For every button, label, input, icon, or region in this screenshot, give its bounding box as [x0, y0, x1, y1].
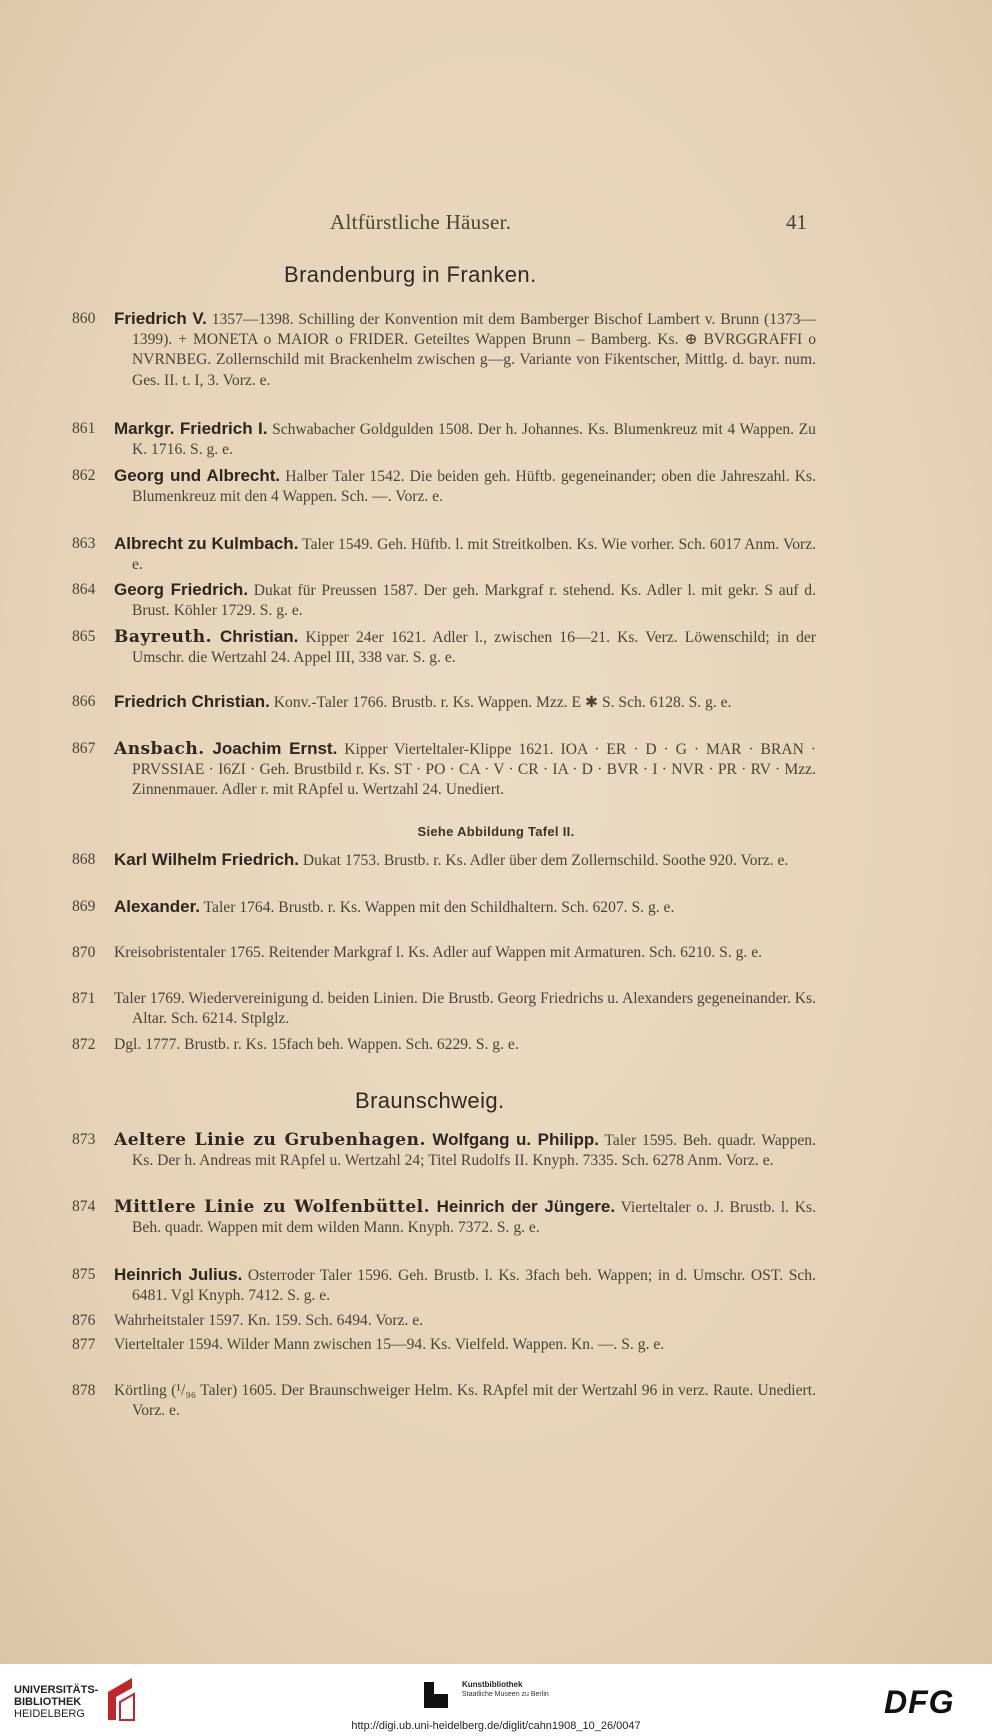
- catalog-entry: [72, 1035, 816, 1055]
- entry-number: 875: [72, 1266, 96, 1283]
- catalog-entry: [72, 1265, 816, 1306]
- entry-name: Karl Wilhelm Friedrich.: [114, 850, 299, 869]
- entry-number: 873: [72, 1131, 96, 1148]
- catalog-entry: [72, 943, 816, 963]
- catalog-entry: [72, 1381, 816, 1421]
- catalog-entry: [72, 850, 816, 871]
- entry-number: 860: [72, 310, 96, 327]
- catalog-entry: [72, 1197, 816, 1238]
- catalog-entry: [72, 692, 816, 713]
- entry-number: 866: [72, 693, 96, 710]
- kunstbibliothek-logo[interactable]: [424, 1678, 624, 1718]
- catalog-entry: [72, 739, 816, 801]
- entry-number: 874: [72, 1198, 96, 1215]
- catalog-entry: [72, 1130, 816, 1171]
- catalog-entry: [72, 580, 816, 621]
- entry-name: Bayreuth.: [114, 627, 213, 647]
- entry-number: 870: [72, 944, 96, 961]
- entry-name: Aeltere Linie zu Grubenhagen.: [114, 1130, 426, 1150]
- entry-ruler: Heinrich der Jüngere.: [430, 1197, 616, 1216]
- dfg-logo[interactable]: DFG: [884, 1684, 955, 1720]
- entry-name: Georg und Albrecht.: [114, 466, 281, 485]
- ub-line3: HEIDELBERG: [14, 1708, 85, 1720]
- entry-text: Halber Taler 1542. Die beiden geh. Hüftb. gegeneinander; oben die Jahreszahl. Ks. Blumenkreuz mit den 4 Wappen. Sch. —. Vorz. e.: [132, 468, 816, 506]
- entry-text: 1357—1398. Schilling der Konvention mit dem Bamberger Bischof Lambert v. Brunn (1373—1399). + MONETA o MAIOR o FRIDER. Geteiltes Wappen Brunn – Bamberg. Ks. ⊕ BVRGGRAFFI o NVRNBEG. Zollernschild mit Brackenhelm zwischen g—g. Variante von Fikentscher, Mittlg. d. bayr. num. Ges. II. t. I, 3. Vorz. e.: [132, 311, 817, 389]
- catalog-entry: [72, 1335, 816, 1355]
- entry-text: Taler 1769. Wiedervereinigung d. beiden Linien. Die Brustb. Georg Friedrichs u. Alexanders gegeneinander. Ks. Altar. Sch. 6214. Stplglz.: [114, 990, 816, 1028]
- section-title-braunschweig: Braunschweig.: [355, 1088, 505, 1113]
- entry-number: 867: [72, 740, 96, 757]
- ub-line1: UNIVERSITÄTS-: [14, 1684, 99, 1696]
- entry-text: Konv.-Taler 1766. Brustb. r. Ks. Wappen. Mzz. E ✱ S. Sch. 6128. S. g. e.: [269, 694, 732, 711]
- entry-text: Wahrheitstaler 1597. Kn. 159. Sch. 6494. Vorz. e.: [114, 1312, 424, 1329]
- catalog-entry: [72, 466, 816, 507]
- catalog-entry: [72, 897, 816, 918]
- ub-heidelberg-logo[interactable]: [14, 1684, 98, 1720]
- entry-number: 868: [72, 851, 96, 868]
- entry-text: Kreisobristentaler 1765. Reitender Markgraf l. Ks. Adler auf Wappen mit Armaturen. Sch. 6210. S. g. e.: [114, 944, 763, 961]
- figure-note: Siehe Abbildung Tafel II.: [417, 824, 575, 839]
- kb-line2: Staatliche Museen zu Berlin: [462, 1691, 549, 1698]
- entry-name: Alexander.: [114, 897, 200, 916]
- kb-line1: Kunstbibliothek: [462, 1680, 523, 1689]
- entry-text: Kipper Vierteltaler-Klippe 1621. IOA · ER · D · G · MAR · BRAN · PRVSSIAE · I6ZI · Geh. Brustbild r. Ks. ST · PO · CA · V · CR · IA · D · BVR · I · NVR · PR · RV · Mzz. Zinnenmauer. Adler r. mit RApfel u. Wertzahl 24. Unediert.: [132, 741, 816, 799]
- entry-ruler: Wolfgang u. Philipp.: [425, 1130, 600, 1149]
- entry-number: 876: [72, 1312, 96, 1329]
- entry-text: Dukat 1753. Brustb. r. Ks. Adler über dem Zollernschild. Soothe 920. Vorz. e.: [299, 852, 789, 869]
- entry-text: Dgl. 1777. Brustb. r. Ks. 15fach beh. Wappen. Sch. 6229. S. g. e.: [114, 1036, 519, 1053]
- entry-ruler: Joachim Ernst.: [204, 739, 338, 758]
- catalog-entry: [72, 1311, 816, 1331]
- entry-text: Taler 1595. Beh. quadr. Wappen. Ks. Der h. Andreas mit RApfel u. Wertzahl 24; Titel Rudolfs II. Knyph. 7335. Sch. 6278 Anm. Vorz. e.: [132, 1132, 816, 1170]
- digitization-footer: [0, 1664, 992, 1736]
- entry-number: 872: [72, 1036, 96, 1053]
- catalog-entry: [72, 534, 816, 575]
- kb-mark-icon: [424, 1682, 448, 1708]
- entry-name: Ansbach.: [114, 739, 205, 759]
- entry-name: Markgr. Friedrich I.: [114, 419, 268, 438]
- entry-name: Friedrich Christian.: [114, 692, 270, 711]
- entry-number: 864: [72, 581, 96, 598]
- section-title-brandenburg: Brandenburg in Franken.: [284, 262, 537, 287]
- page-number: 41: [786, 210, 807, 234]
- entry-number: 869: [72, 898, 96, 915]
- permalink-url[interactable]: http://digi.ub.uni-heidelberg.de/diglit/cahn1908_10_26/0047: [351, 1720, 641, 1732]
- entry-text: Körtling (¹/₉₆ Taler) 1605. Der Braunschweiger Helm. Ks. RApfel mit der Wertzahl 96 in verz. Raute. Unediert. Vorz. e.: [114, 1382, 816, 1420]
- catalog-entry: [72, 627, 816, 668]
- entry-number: 877: [72, 1336, 96, 1353]
- entry-text: Vierteltaler o. J. Brustb. l. Ks. Beh. quadr. Wappen mit dem wilden Mann. Knyph. 7372. S. g. e.: [132, 1199, 817, 1237]
- entry-text: Dukat für Preussen 1587. Der geh. Markgraf r. stehend. Ks. Adler l. mit gekr. S auf d. Brust. Köhler 1729. S. g. e.: [132, 582, 816, 620]
- ub-line2: BIBLIOTHEK: [14, 1696, 82, 1708]
- entry-name: Mittlere Linie zu Wolfenbüttel.: [114, 1197, 431, 1217]
- entry-number: 878: [72, 1382, 96, 1399]
- entry-text: Taler 1764. Brustb. r. Ks. Wappen mit den Schildhaltern. Sch. 6207. S. g. e.: [200, 899, 675, 916]
- entry-name: Albrecht zu Kulmbach.: [114, 534, 299, 553]
- entry-name: Georg Friedrich.: [114, 580, 249, 599]
- entry-number: 871: [72, 990, 96, 1007]
- running-head: Altfürstliche Häuser.: [330, 210, 512, 234]
- entry-text: Osterroder Taler 1596. Geh. Brustb. l. Ks. 3fach beh. Wappen; in d. Umschr. OST. Sch. 6481. Vgl Knyph. 7412. S. g. e.: [132, 1267, 816, 1305]
- entry-text: Vierteltaler 1594. Wilder Mann zwischen 15—94. Ks. Vielfeld. Wappen. Kn. —. S. g. e.: [114, 1336, 665, 1353]
- entry-name: Friedrich V.: [114, 309, 207, 328]
- catalog-entry: [72, 309, 816, 391]
- catalog-entry: [72, 419, 816, 460]
- entry-text: Kipper 24er 1621. Adler l., zwischen 16—21. Ks. Verz. Löwenschild; in der Umschr. die Wertzahl 24. Appel III, 338 var. S. g. e.: [132, 629, 817, 667]
- entry-text: Taler 1549. Geh. Hüftb. l. mit Streitkolben. Ks. Wie vorher. Sch. 6017 Anm. Vorz. e.: [132, 536, 817, 574]
- entry-name: Heinrich Julius.: [114, 1265, 243, 1284]
- entry-ruler: Christian.: [212, 627, 299, 646]
- entry-number: 865: [72, 628, 96, 645]
- ub-mark-icon: [104, 1674, 138, 1724]
- entry-text: Schwabacher Goldgulden 1508. Der h. Johannes. Ks. Blumenkreuz mit 4 Wappen. Zu K. 1716. S. g. e.: [132, 421, 816, 459]
- catalog-entry: [72, 989, 816, 1029]
- entry-number: 862: [72, 467, 96, 484]
- entry-number: 863: [72, 535, 96, 552]
- entry-number: 861: [72, 420, 96, 437]
